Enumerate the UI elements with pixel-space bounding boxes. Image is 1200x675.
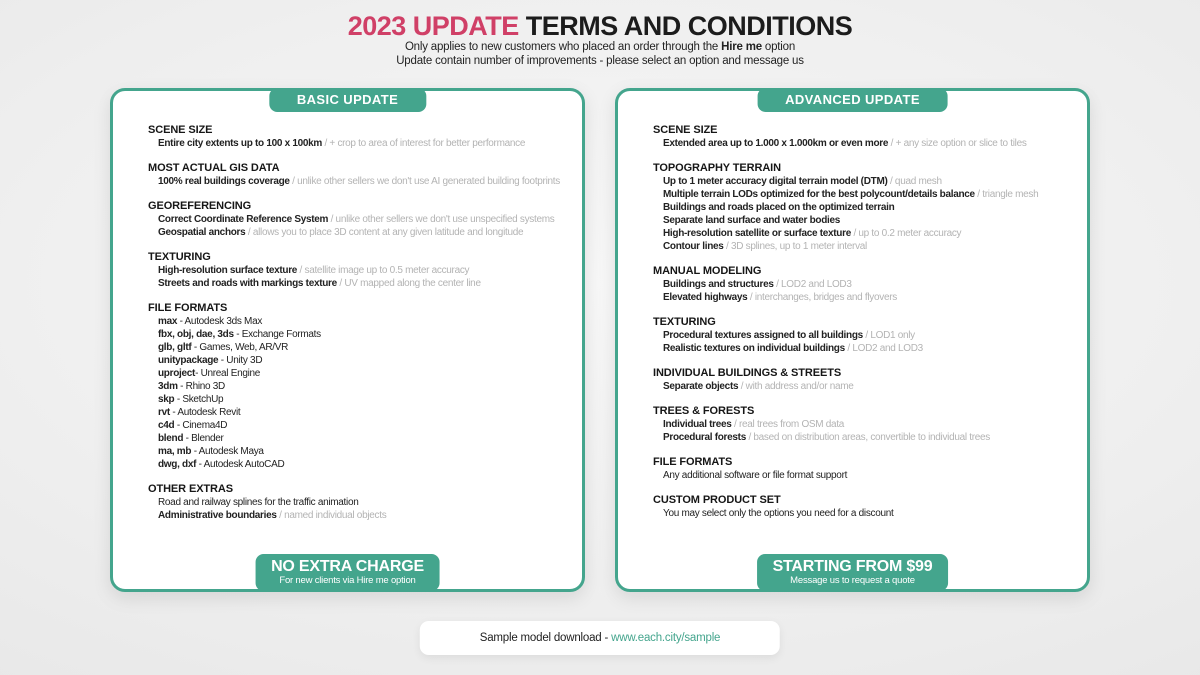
panel-body	[653, 124, 1079, 520]
feature-main-text: Procedural textures assigned to all buildings	[663, 330, 863, 341]
feature-item	[653, 418, 1079, 431]
feature-note-text: / + any size option or slice to tiles	[888, 138, 1027, 149]
feature-main-text: High-resolution satellite or surface texture	[663, 228, 851, 239]
format-description: - Blender	[183, 433, 224, 444]
feature-section	[653, 124, 1079, 150]
feature-item	[653, 240, 1079, 253]
basic-update-badge: BASIC UPDATE	[269, 88, 426, 112]
feature-item	[148, 432, 574, 445]
feature-section	[148, 200, 574, 239]
feature-item	[653, 227, 1079, 240]
feature-section	[148, 483, 574, 522]
feature-note-text: / quad mesh	[887, 176, 942, 187]
section-heading: TOPOGRAPHY TERRAIN	[653, 162, 781, 174]
format-description: - Exchange Formats	[233, 329, 321, 340]
feature-main-text: Up to 1 meter accuracy digital terrain model (DTM)	[663, 176, 888, 187]
feature-note-text: / real trees from OSM data	[731, 419, 845, 430]
section-heading: FILE FORMATS	[653, 456, 733, 468]
section-heading: INDIVIDUAL BUILDINGS & STREETS	[653, 367, 842, 379]
feature-note-text: / named individual objects	[276, 510, 387, 521]
feature-item	[653, 137, 1079, 150]
feature-item	[148, 419, 574, 432]
feature-note-text: / UV mapped along the center line	[336, 278, 481, 289]
feature-main-text: Extended area up to 1.000 x 1.000km or even more	[663, 138, 889, 149]
feature-section	[653, 162, 1079, 253]
format-extension: skp	[158, 394, 175, 405]
feature-item	[148, 341, 574, 354]
feature-note-text: / LOD2 and LOD3	[773, 279, 852, 290]
page-header	[0, 11, 1200, 68]
feature-item	[148, 406, 574, 419]
format-description: - Unreal Engine	[195, 368, 261, 379]
feature-section	[148, 251, 574, 290]
feature-item	[653, 469, 1079, 482]
feature-note-text: / 3D splines, up to 1 meter interval	[723, 241, 867, 252]
feature-note-text: / allows you to place 3D content at any given latitude and longitude	[245, 227, 524, 238]
feature-main-text: Correct Coordinate Reference System	[158, 214, 329, 225]
feature-item	[148, 226, 574, 239]
section-heading: TREES & FORESTS	[653, 405, 755, 417]
feature-note-text: / interchanges, bridges and flyovers	[747, 292, 897, 303]
feature-section	[148, 162, 574, 188]
page-title	[0, 11, 1200, 41]
section-heading: TEXTURING	[148, 251, 211, 263]
feature-main-text: Buildings and roads placed on the optimized terrain	[663, 202, 895, 213]
feature-main-text: You may select only the options you need for a discount	[663, 508, 894, 519]
feature-item	[653, 507, 1079, 520]
basic-price-title: NO EXTRA CHARGE	[271, 558, 424, 575]
feature-note-text: / unlike other sellers we don't use unspecified systems	[328, 214, 555, 225]
feature-item	[148, 175, 574, 188]
feature-main-text: High-resolution surface texture	[158, 265, 298, 276]
basic-price-subtitle: For new clients via Hire me option	[279, 575, 416, 586]
feature-note-text: / triangle mesh	[974, 189, 1039, 200]
format-extension: dwg, dxf	[158, 459, 197, 470]
feature-main-text: Elevated highways	[663, 292, 748, 303]
format-description: - Autodesk 3ds Max	[177, 316, 263, 327]
format-extension: unitypackage	[158, 355, 219, 366]
advanced-price-subtitle: Message us to request a quote	[790, 575, 915, 586]
feature-item	[653, 380, 1079, 393]
format-description: - Cinema4D	[174, 420, 228, 431]
panel-body	[148, 124, 574, 522]
feature-item	[653, 431, 1079, 444]
feature-item	[653, 342, 1079, 355]
feature-main-text: Procedural forests	[663, 432, 746, 443]
format-extension: rvt	[158, 407, 170, 418]
feature-note-text: / unlike other sellers we don't use AI generated building footprints	[289, 176, 560, 187]
feature-item	[653, 214, 1079, 227]
feature-main-text: Buildings and structures	[663, 279, 774, 290]
section-heading: SCENE SIZE	[653, 124, 718, 136]
feature-note-text: / + crop to area of interest for better performance	[321, 138, 526, 149]
advanced-price-badge	[757, 554, 949, 591]
feature-section	[653, 456, 1079, 482]
feature-main-text: Road and railway splines for the traffic animation	[158, 497, 359, 508]
advanced-update-panel	[615, 88, 1090, 592]
format-description: - Unity 3D	[218, 355, 263, 366]
feature-item	[148, 509, 574, 522]
sample-download-link[interactable]: www.each.city/sample	[611, 632, 721, 644]
feature-item	[148, 277, 574, 290]
format-extension: glb, gltf	[158, 342, 192, 353]
feature-item	[148, 458, 574, 471]
feature-item	[653, 329, 1079, 342]
feature-item	[653, 175, 1079, 188]
format-description: - Rhino 3D	[177, 381, 225, 392]
format-description: - Autodesk AutoCAD	[196, 459, 285, 470]
feature-note-text: / based on distribution areas, convertible to individual trees	[745, 432, 990, 443]
feature-section	[148, 302, 574, 471]
feature-main-text: Multiple terrain LODs optimized for the best polycount/details balance	[663, 189, 975, 200]
feature-item	[148, 315, 574, 328]
feature-main-text: Entire city extents up to 100 x 100km	[158, 138, 322, 149]
feature-section	[148, 124, 574, 150]
feature-item	[653, 201, 1079, 214]
sample-download-pill	[420, 621, 780, 655]
format-extension: blend	[158, 433, 184, 444]
feature-item	[148, 393, 574, 406]
feature-item	[653, 291, 1079, 304]
format-extension: ma, mb	[158, 446, 192, 457]
format-description: - Autodesk Maya	[191, 446, 264, 457]
feature-item	[653, 278, 1079, 291]
basic-price-badge	[255, 554, 440, 591]
format-extension: max	[158, 316, 178, 327]
section-heading: CUSTOM PRODUCT SET	[653, 494, 781, 506]
feature-note-text: / LOD1 only	[862, 330, 915, 341]
format-description: - Games, Web, AR/VR	[191, 342, 289, 353]
section-heading: FILE FORMATS	[148, 302, 228, 314]
format-extension: 3dm	[158, 381, 178, 392]
feature-section	[653, 405, 1079, 444]
feature-item	[148, 445, 574, 458]
hire-me-highlight: Hire me	[721, 41, 762, 53]
feature-note-text: / with address and/or name	[738, 381, 854, 392]
feature-item	[148, 328, 574, 341]
feature-main-text: Realistic textures on individual buildings	[663, 343, 845, 354]
basic-update-panel	[110, 88, 585, 592]
feature-item	[148, 137, 574, 150]
feature-item	[148, 264, 574, 277]
section-heading: MANUAL MODELING	[653, 265, 762, 277]
page-title-accent: 2023 UPDATE	[347, 11, 519, 41]
format-extension: fbx, obj, dae, 3ds	[158, 329, 234, 340]
feature-item	[148, 380, 574, 393]
feature-item	[148, 213, 574, 226]
feature-main-text: Streets and roads with markings texture	[158, 278, 337, 289]
section-heading: OTHER EXTRAS	[148, 483, 233, 495]
page-subtitle-line2: Update contain number of improvements - please select an option and message us	[396, 54, 804, 67]
feature-section	[653, 367, 1079, 393]
feature-section	[653, 265, 1079, 304]
feature-note-text: / up to 0.2 meter accuracy	[850, 228, 962, 239]
section-heading: TEXTURING	[653, 316, 716, 328]
advanced-update-badge: ADVANCED UPDATE	[757, 88, 948, 112]
advanced-price-title: STARTING FROM $99	[772, 558, 933, 575]
feature-main-text: Administrative boundaries	[158, 510, 277, 521]
feature-main-text: Geospatial anchors	[158, 227, 246, 238]
format-description: - SketchUp	[174, 394, 224, 405]
feature-note-text: / satellite image up to 0.5 meter accuracy	[297, 265, 470, 276]
section-heading: MOST ACTUAL GIS DATA	[148, 162, 280, 174]
feature-item	[653, 188, 1079, 201]
feature-main-text: Separate objects	[663, 381, 739, 392]
feature-item	[148, 496, 574, 509]
feature-main-text: Any additional software or file format support	[663, 470, 848, 481]
feature-main-text: Contour lines	[663, 241, 724, 252]
section-heading: SCENE SIZE	[148, 124, 213, 136]
feature-section	[653, 494, 1079, 520]
feature-note-text: / LOD2 and LOD3	[844, 343, 923, 354]
format-extension: c4d	[158, 420, 175, 431]
section-heading: GEOREFERENCING	[148, 200, 252, 212]
feature-main-text: Individual trees	[663, 419, 732, 430]
page-subtitle-line1: Only applies to new customers who placed an order through the Hire me option	[404, 41, 796, 53]
format-description: - Autodesk Revit	[169, 407, 241, 418]
feature-main-text: 100% real buildings coverage	[158, 176, 290, 187]
feature-main-text: Separate land surface and water bodies	[663, 215, 840, 226]
format-extension: uproject	[158, 368, 196, 379]
feature-item	[148, 367, 574, 380]
feature-section	[653, 316, 1079, 355]
feature-item	[148, 354, 574, 367]
sample-download-label: Sample model download -	[479, 632, 612, 644]
page-title-rest: TERMS AND CONDITIONS	[518, 11, 853, 41]
